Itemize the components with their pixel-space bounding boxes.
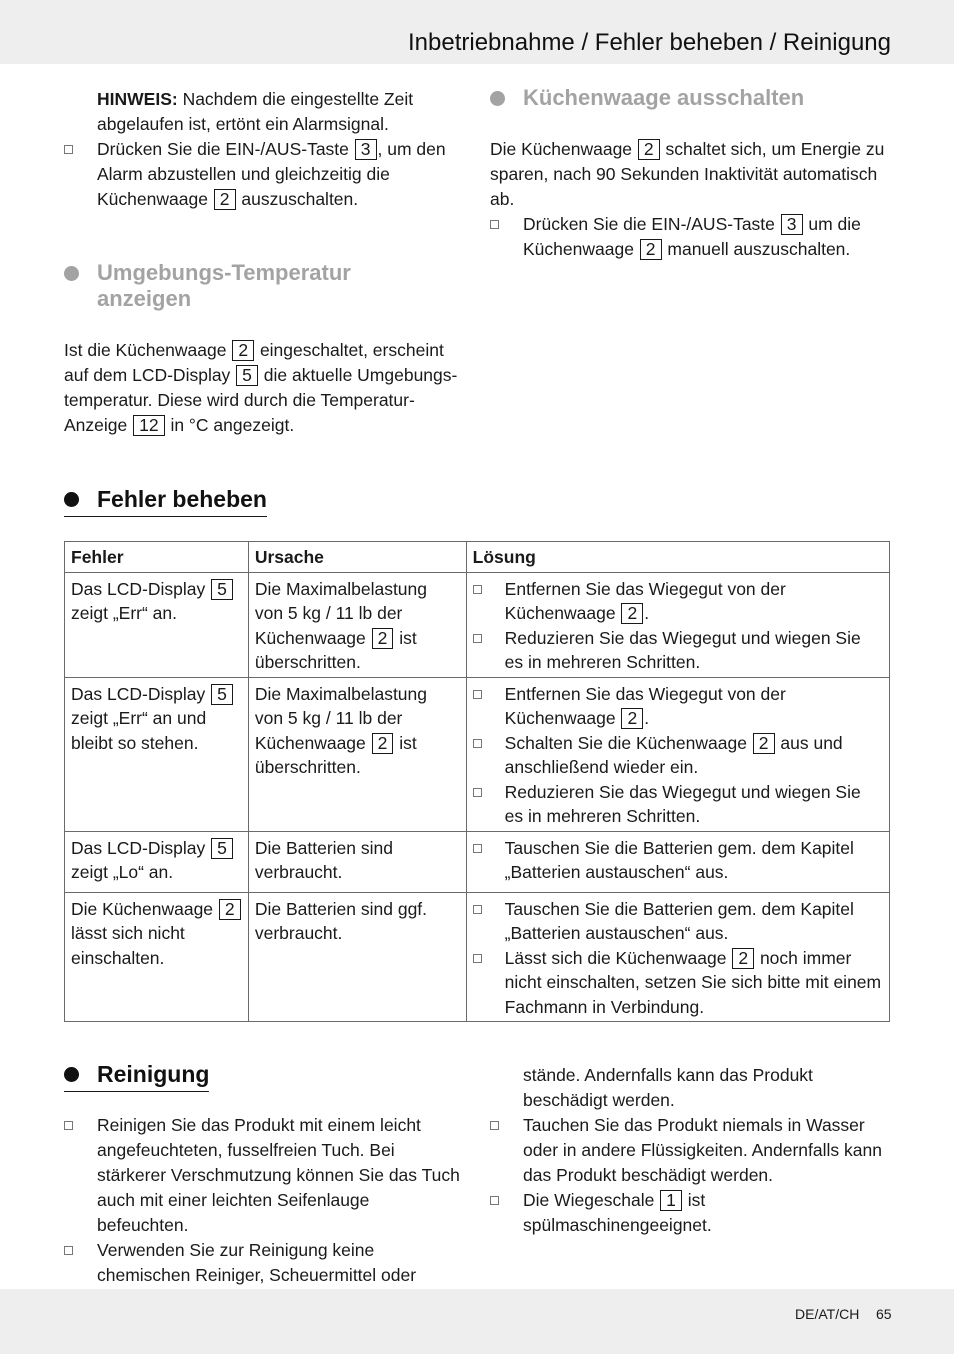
solution-cell bbox=[466, 572, 889, 677]
column-header-cause: Ursache bbox=[248, 542, 466, 573]
cause-cell: Die Maximalbelastung von 5 kg / 11 lb der Küchenwaage 2 ist überschritten. bbox=[248, 572, 466, 677]
note-label: HINWEIS: bbox=[97, 89, 178, 109]
checkbox-bullet-icon bbox=[64, 1121, 73, 1130]
ref-number: 2 bbox=[621, 603, 643, 624]
cause-cell: Die Batterien sind verbraucht. bbox=[248, 831, 466, 892]
ref-number: 2 bbox=[732, 948, 754, 969]
ref-number: 2 bbox=[640, 239, 662, 260]
ref-number: 2 bbox=[372, 628, 394, 649]
checkbox-bullet-icon bbox=[473, 690, 482, 699]
ref-number: 2 bbox=[219, 899, 241, 920]
list-item: Drücken Sie die EIN-/AUS-Taste 3 um die Küchenwaage 2 manuell auszuschalten. bbox=[490, 212, 891, 262]
checkbox-bullet-icon bbox=[490, 220, 499, 229]
list-item: Die Wiegeschale 1 ist spülmaschinengeeignet. bbox=[490, 1188, 892, 1238]
ref-number: 2 bbox=[753, 733, 775, 754]
ref-number: 2 bbox=[372, 733, 394, 754]
checkbox-bullet-icon bbox=[64, 1246, 73, 1255]
checkbox-bullet-icon bbox=[473, 905, 482, 914]
checkbox-bullet-icon bbox=[473, 788, 482, 797]
cause-cell: Die Maximalbelastung von 5 kg / 11 lb der Küchenwaage 2 ist überschritten. bbox=[248, 677, 466, 831]
note-block bbox=[64, 87, 464, 212]
table-header-row bbox=[65, 542, 890, 573]
page-title: Inbetriebnahme / Fehler beheben / Reinigung bbox=[408, 29, 891, 56]
footer-language: DE/AT/CH bbox=[795, 1306, 860, 1322]
checkbox-bullet-icon bbox=[473, 954, 482, 963]
ref-number: 5 bbox=[211, 838, 233, 859]
list-item: Reduzieren Sie das Wiegegut und wiegen Sie es in mehreren Schritten. bbox=[473, 780, 883, 829]
ref-number: 1 bbox=[660, 1190, 682, 1211]
list-item-continuation: stände. Andernfalls kann das Produkt beschädigt werden. bbox=[523, 1065, 813, 1110]
ref-number: 5 bbox=[211, 579, 233, 600]
ref-number: 3 bbox=[355, 139, 377, 160]
checkbox-bullet-icon bbox=[64, 145, 73, 154]
solution-cell bbox=[466, 831, 889, 892]
table-row bbox=[65, 677, 890, 831]
column-header-fault: Fehler bbox=[65, 542, 249, 573]
checkbox-bullet-icon bbox=[473, 739, 482, 748]
list-item: Verwenden Sie zur Reinigung keine chemischen Reiniger, Scheuermittel oder bbox=[64, 1238, 464, 1313]
troubleshooting-table bbox=[64, 541, 890, 1022]
cleaning-list-right bbox=[490, 1063, 892, 1238]
switch-off-paragraph: Die Küchenwaage 2 schaltet sich, um Energie zu sparen, nach 90 Sekunden Inaktivität automatisch ab. bbox=[490, 139, 885, 209]
cleaning-list-left bbox=[64, 1113, 464, 1313]
ref-number: 12 bbox=[133, 415, 164, 436]
column-header-solution: Lösung bbox=[466, 542, 889, 573]
table-row bbox=[65, 572, 890, 677]
table-row bbox=[65, 831, 890, 892]
list-item: Reinigen Sie das Produkt mit einem leicht angefeuchteten, fusselfreien Tuch. Bei stärkerer Verschmutzung können Sie das Tuch auch mit einer leichten Seifenlauge befeuchten. bbox=[64, 1113, 464, 1238]
section-heading-temperature: Umgebungs-Temperatur anzeigen bbox=[64, 260, 437, 312]
list-item: Entfernen Sie das Wiegegut von der Küchenwaage 2 . bbox=[473, 682, 883, 731]
section-heading-troubleshooting: Fehler beheben bbox=[64, 484, 267, 517]
list-item: Tauchen Sie das Produkt niemals in Wasser oder in andere Flüssigkeiten. Andernfalls kann das Produkt beschädigt werden. bbox=[490, 1113, 892, 1188]
list-item: Entfernen Sie das Wiegegut von der Küchenwaage 2 . bbox=[473, 577, 883, 626]
cause-cell: Die Batterien sind ggf. verbraucht. bbox=[248, 892, 466, 1022]
list-item: Reduzieren Sie das Wiegegut und wiegen Sie es in mehreren Schritten. bbox=[473, 626, 883, 675]
table-row bbox=[65, 892, 890, 1022]
checkbox-bullet-icon bbox=[473, 634, 482, 643]
ref-number: 2 bbox=[232, 340, 254, 361]
bullet-dot-icon bbox=[64, 492, 79, 507]
ref-number: 2 bbox=[214, 189, 236, 210]
list-item: Lässt sich die Küchenwaage 2 noch immer nicht einschalten, setzen Sie sich bitte mit einem Fachmann in Verbindung. bbox=[473, 946, 883, 1020]
page-number: 65 bbox=[876, 1306, 892, 1322]
ref-number: 5 bbox=[236, 365, 258, 386]
solution-cell bbox=[466, 892, 889, 1022]
section-heading-cleaning: Reinigung bbox=[64, 1059, 209, 1092]
ref-number: 2 bbox=[621, 708, 643, 729]
solution-cell bbox=[466, 677, 889, 831]
section-heading-switch-off: Küchenwaage ausschalten bbox=[490, 85, 923, 111]
ref-number: 2 bbox=[638, 139, 660, 160]
list-item: Schalten Sie die Küchenwaage 2 aus und anschließend wieder ein. bbox=[473, 731, 883, 780]
ref-number: 3 bbox=[781, 214, 803, 235]
bullet-dot-icon bbox=[64, 1067, 79, 1082]
fault-cell: Das LCD-Display 5 zeigt „Lo“ an. bbox=[65, 831, 249, 892]
list-item: Tauschen Sie die Batterien gem. dem Kapitel „Batterien austauschen“ aus. bbox=[473, 897, 883, 946]
list-item: Drücken Sie die EIN-/AUS-Taste 3 , um den Alarm abzustellen und gleichzeitig die Küchenwaage 2 auszuschalten. bbox=[64, 137, 464, 212]
checkbox-bullet-icon bbox=[473, 585, 482, 594]
fault-cell: Das LCD-Display 5 zeigt „Err“ an und bleibt so stehen. bbox=[65, 677, 249, 831]
temperature-paragraph: Ist die Küchenwaage 2 eingeschaltet, erscheint auf dem LCD-Display 5 die aktuelle Umgebungs-temperatur. Diese wird durch die Temperatur-Anzeige 12 in °C angezeigt. bbox=[64, 340, 458, 435]
checkbox-bullet-icon bbox=[473, 844, 482, 853]
fault-cell: Das LCD-Display 5 zeigt „Err“ an. bbox=[65, 572, 249, 677]
ref-number: 5 bbox=[211, 684, 233, 705]
note-paragraph: HINWEIS: Nachdem die eingestellte Zeit abgelaufen ist, ertönt ein Alarmsignal. bbox=[97, 89, 414, 134]
list-item: Tauschen Sie die Batterien gem. dem Kapitel „Batterien austauschen“ aus. bbox=[473, 836, 883, 885]
checkbox-bullet-icon bbox=[490, 1121, 499, 1130]
checkbox-bullet-icon bbox=[490, 1196, 499, 1205]
bullet-dot-icon bbox=[64, 266, 79, 281]
bullet-dot-icon bbox=[490, 91, 505, 106]
fault-cell: Die Küchenwaage 2 lässt sich nicht einschalten. bbox=[65, 892, 249, 1022]
